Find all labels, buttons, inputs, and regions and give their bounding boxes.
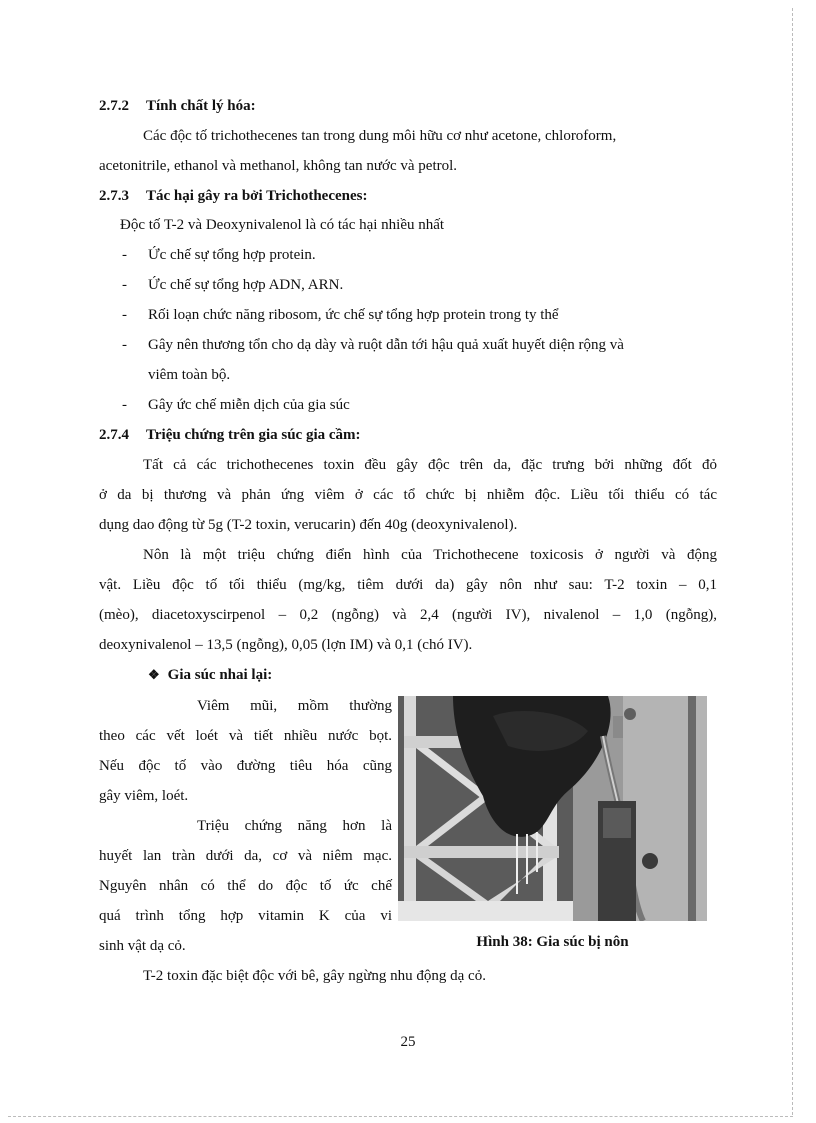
paragraph-line: vật. Liều độc tố tối thiểu (mg/kg, tiêm dưới da) gây nôn như sau: T-2 toxin – 0,1: [99, 577, 717, 593]
column-line: huyết lan tràn dưới da, cơ và niêm mạc.: [99, 848, 392, 864]
paragraph-line: Tất cả các trichothecenes toxin đều gây độc trên da, đặc trưng bởi những đốt đỏ: [143, 457, 717, 473]
list-dash: -: [122, 307, 127, 323]
paragraph-line: dụng dao động từ 5g (T-2 toxin, verucarin) đến 40g (deoxynivalenol).: [99, 517, 518, 533]
list-dash: -: [122, 337, 127, 353]
column-line: quá trình tổng hợp vitamin K của vi: [99, 908, 392, 924]
heading-number: 2.7.4: [99, 427, 129, 443]
list-item-text: Gây nên thương tổn cho dạ dày và ruột dẫn tới hậu quả xuất huyết diện rộng và: [148, 337, 624, 353]
column-line: Viêm mũi, mồm thường: [197, 698, 392, 714]
column-line: sinh vật dạ cỏ.: [99, 938, 186, 954]
list-item-continuation: viêm toàn bộ.: [148, 367, 231, 383]
paragraph-line: Nôn là một triệu chứng điển hình của Trichothecene toxicosis ở người và động: [143, 547, 717, 563]
bullet-title: Gia súc nhai lại:: [167, 667, 273, 683]
heading-number: 2.7.3: [99, 188, 129, 204]
heading-2-7-3: [99, 186, 367, 206]
heading-title: Triệu chứng trên gia súc gia cầm:: [146, 427, 361, 443]
diamond-bullet-icon: ❖: [148, 667, 160, 682]
heading-number: 2.7.2: [99, 98, 129, 114]
list-dash: -: [122, 247, 127, 263]
column-line: Nguyên nhân có thể do độc tố ức chế: [99, 878, 392, 894]
paragraph-line: ở da bị thương và phản ứng viêm ở các tổ chức bị nhiễm độc. Liều tối thiểu có tác: [99, 487, 717, 503]
list-item-text: Gây ức chế miễn dịch của gia súc: [148, 397, 350, 413]
page-number: 25: [400, 1034, 416, 1050]
list-item-text: Ức chế sự tổng hợp protein.: [148, 247, 316, 263]
heading-2-7-2: [99, 96, 256, 116]
heading-2-7-4: [99, 425, 361, 445]
cattle-photo: [398, 696, 707, 921]
paragraph-line: Độc tố T-2 và Deoxynivalenol là có tác hại nhiều nhất: [120, 217, 445, 233]
column-line: Nếu độc tố vào đường tiêu hóa cũng: [99, 758, 392, 774]
page-edge-bottom: [8, 1116, 793, 1117]
paragraph-line: acetonitrile, ethanol và methanol, không tan nước và petrol.: [99, 158, 458, 174]
heading-title: Tác hại gây ra bởi Trichothecenes:: [146, 188, 368, 204]
cattle-photo-graphic: [398, 696, 707, 921]
paragraph-line: deoxynivalenol – 13,5 (ngỗng), 0,05 (lợn IM) và 0,1 (chó IV).: [99, 637, 473, 653]
heading-title: Tính chất lý hóa:: [146, 98, 256, 114]
column-line: theo các vết loét và tiết nhiều nước bọt.: [99, 728, 392, 744]
list-dash: -: [122, 397, 127, 413]
figure-caption: Hình 38: Gia súc bị nôn: [476, 934, 629, 950]
list-item-text: Ức chế sự tổng hợp ADN, ARN.: [148, 277, 344, 293]
paragraph-line: (mèo), diacetoxyscirpenol – 0,2 (ngỗng) và 2,4 (người IV), nivalenol – 1,0 (ngỗng),: [99, 607, 717, 623]
paragraph-line: Các độc tố trichothecenes tan trong dung môi hữu cơ như acetone, chloroform,: [143, 128, 617, 144]
column-line: Triệu chứng năng hơn là: [197, 818, 392, 834]
page-edge-right: [792, 8, 793, 1115]
bullet-heading: [148, 665, 272, 685]
paragraph-line: T-2 toxin đặc biệt độc với bê, gây ngừng nhu động dạ cỏ.: [143, 968, 486, 984]
list-item-text: Rối loạn chức năng ribosom, ức chế sự tổng hợp protein trong ty thể: [148, 307, 559, 323]
column-line: gây viêm, loét.: [99, 788, 189, 804]
list-dash: -: [122, 277, 127, 293]
